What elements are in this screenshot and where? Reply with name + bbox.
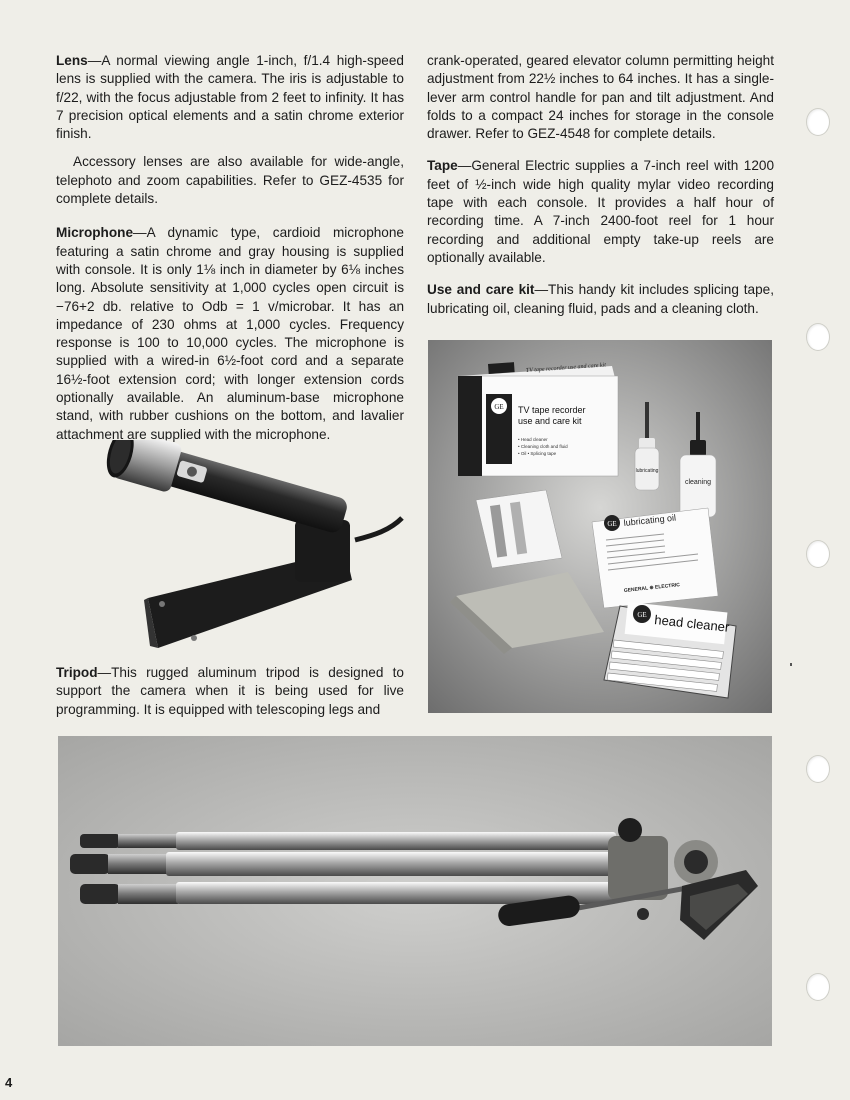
general-electric-mark: GENERAL ⊕ ELECTRIC xyxy=(623,582,681,594)
kit-body: —This handy kit includes splicing tape, lubricating oil, cleaning fluid, pads and a cleaning cloth. xyxy=(427,282,774,316)
binder-hole xyxy=(806,108,830,136)
lens-body: —A normal viewing angle 1-inch, f/1.4 high-speed lens is supplied with the camera. The iris is adjustable to f/22, with the focus adjustable from 2 feet to infinity. It has 7 precision optical elements and a satin chrome exterior finish. xyxy=(56,53,404,142)
microphone-photo xyxy=(90,440,410,652)
binder-hole xyxy=(806,973,830,1001)
microphone-heading: Microphone xyxy=(56,225,134,241)
tape-body: —General Electric supplies a 7-inch reel with 1200 feet of ½-inch wide high quality mylar video recording tape with each console. It provides a half hour of recording time. A 7-inch 2400-foot reel for 1 hour recording and additional empty take-up reels are optionally available. xyxy=(427,158,774,265)
box-list-item: • Head cleaner xyxy=(518,437,548,442)
box-list-item: • Oil • Splicing tape xyxy=(518,451,557,456)
head-cleaner-label: head cleaner xyxy=(653,612,731,635)
care-kit-photo xyxy=(428,340,772,713)
box-top-label: TV tape recorder use and care kit xyxy=(525,362,607,374)
binder-hole xyxy=(806,755,830,783)
card-ge-logo: GE xyxy=(607,520,617,528)
right-column xyxy=(427,52,774,328)
kit-paragraph xyxy=(427,281,774,318)
bottle-clean-label: cleaning xyxy=(684,479,712,486)
binder-hole xyxy=(806,540,830,568)
accessory-lenses-paragraph: Accessory lenses are also available for wide-angle, telephoto and zoom capabilities. Refer to GEZ-4535 for complete details. xyxy=(56,154,404,207)
box-ge-logo: GE xyxy=(494,403,504,411)
box-title-line2: use and care kit xyxy=(518,416,582,426)
lens-heading: Lens xyxy=(56,53,88,68)
left-column xyxy=(56,52,404,454)
tape-paragraph xyxy=(427,157,774,267)
tape-heading: Tape xyxy=(427,158,458,174)
pack-ge-logo: GE xyxy=(637,611,647,619)
tripod-heading: Tripod xyxy=(56,665,98,680)
box-title-line1: TV tape recorder xyxy=(518,405,586,415)
microphone-paragraph xyxy=(56,224,404,444)
box-list-item: • Cleaning cloth and fluid xyxy=(518,444,568,449)
tripod-photo xyxy=(58,736,772,1046)
lubricating-card-title: lubricating oil xyxy=(623,512,677,528)
kit-heading: Use and care kit xyxy=(427,282,535,298)
print-speck xyxy=(790,663,792,666)
page-number: 4 xyxy=(5,1075,13,1090)
tripod-paragraph xyxy=(56,664,404,719)
tripod-continuation-paragraph: crank-operated, geared elevator column permitting height adjustment from 22½ inches to 64 inches. It has a single-lever arm control handle for pan and tilt adjustment. And folds to a compact 24 inches for storage in the console drawer. Refer to GEZ-4548 for complete details. xyxy=(427,53,774,142)
bottle-lube-label: lubricating xyxy=(635,468,659,474)
tripod-body: —This rugged aluminum tripod is designed to support the camera when it is being used for live programming. It is equipped with telescoping legs and xyxy=(56,665,404,717)
binder-hole xyxy=(806,323,830,351)
lens-paragraph xyxy=(56,52,404,143)
microphone-body: —A dynamic type, cardioid microphone featuring a satin chrome and gray housing is supplied with console. It is only 1⅛ inch in diameter by 6⅛ inches long. Absolute sensitivity at 1,000 cycles open circuit is −76+2 db. relative to Odb = 1 v/microbar. It has an impedance of 230 ohms at 1,000 cycles. Frequency response is 100 to 10,000 cycles. The microphone is supplied with a wired-in 6½-foot cord and a separate 16½-foot extension cord; with longer extension cords optionally available. An aluminum-base microphone stand, with rubber cushions on the bottom, and lavalier attachment are supplied with the microphone. xyxy=(56,225,404,442)
